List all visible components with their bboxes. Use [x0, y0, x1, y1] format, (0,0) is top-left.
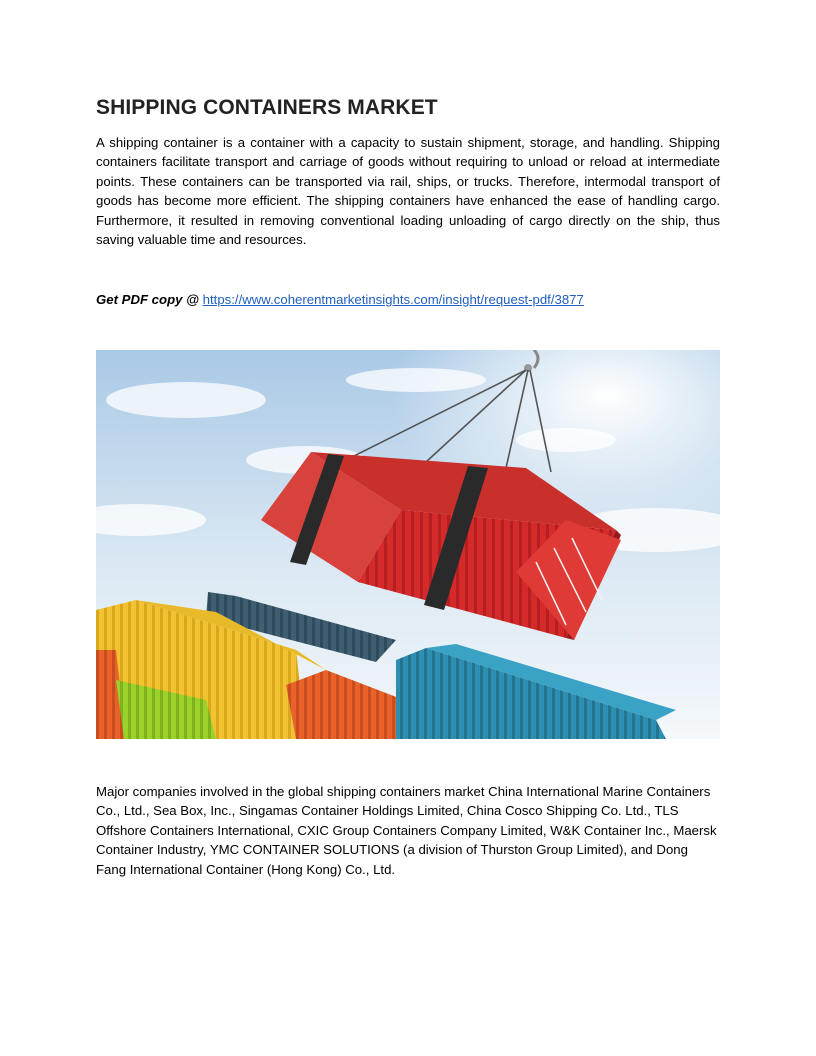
pdf-copy-line: [96, 290, 584, 309]
shipping-containers-photo: [96, 350, 720, 739]
companies-paragraph: Major companies involved in the global shipping containers market China International Marine Containers Co., Ltd., Sea Box, Inc., Singamas Container Holdings Limited, China Cosco Shipping Co. Ltd., TLS Offshore Containers International, CXIC Group Containers Company Limited, W&K Container Inc., Maersk Container Industry, YMC CONTAINER SOLUTIONS (a division of Thurston Group Limited), and Dong Fang International Container (Hong Kong) Co., Ltd.: [96, 784, 717, 877]
page-title: SHIPPING CONTAINERS MARKET: [96, 96, 438, 119]
intro-paragraph: A shipping container is a container with a capacity to sustain shipment, storage, and handling. Shipping containers facilitate transport and carriage of goods without requiring to unload or reload at intermediate points. These containers can be transported via rail, ships, or trucks. Therefore, intermodal transport of goods has become more efficient. The shipping containers have enhanced the ease of handling cargo. Furthermore, it resulted in removing conventional loading unloading of cargo directly on the ship, thus saving valuable time and resources.: [96, 135, 720, 248]
pdf-copy-label: Get PDF copy @: [96, 292, 199, 307]
pdf-copy-link[interactable]: https://www.coherentmarketinsights.com/insight/request-pdf/3877: [202, 292, 584, 307]
container-illustration: [96, 350, 720, 739]
